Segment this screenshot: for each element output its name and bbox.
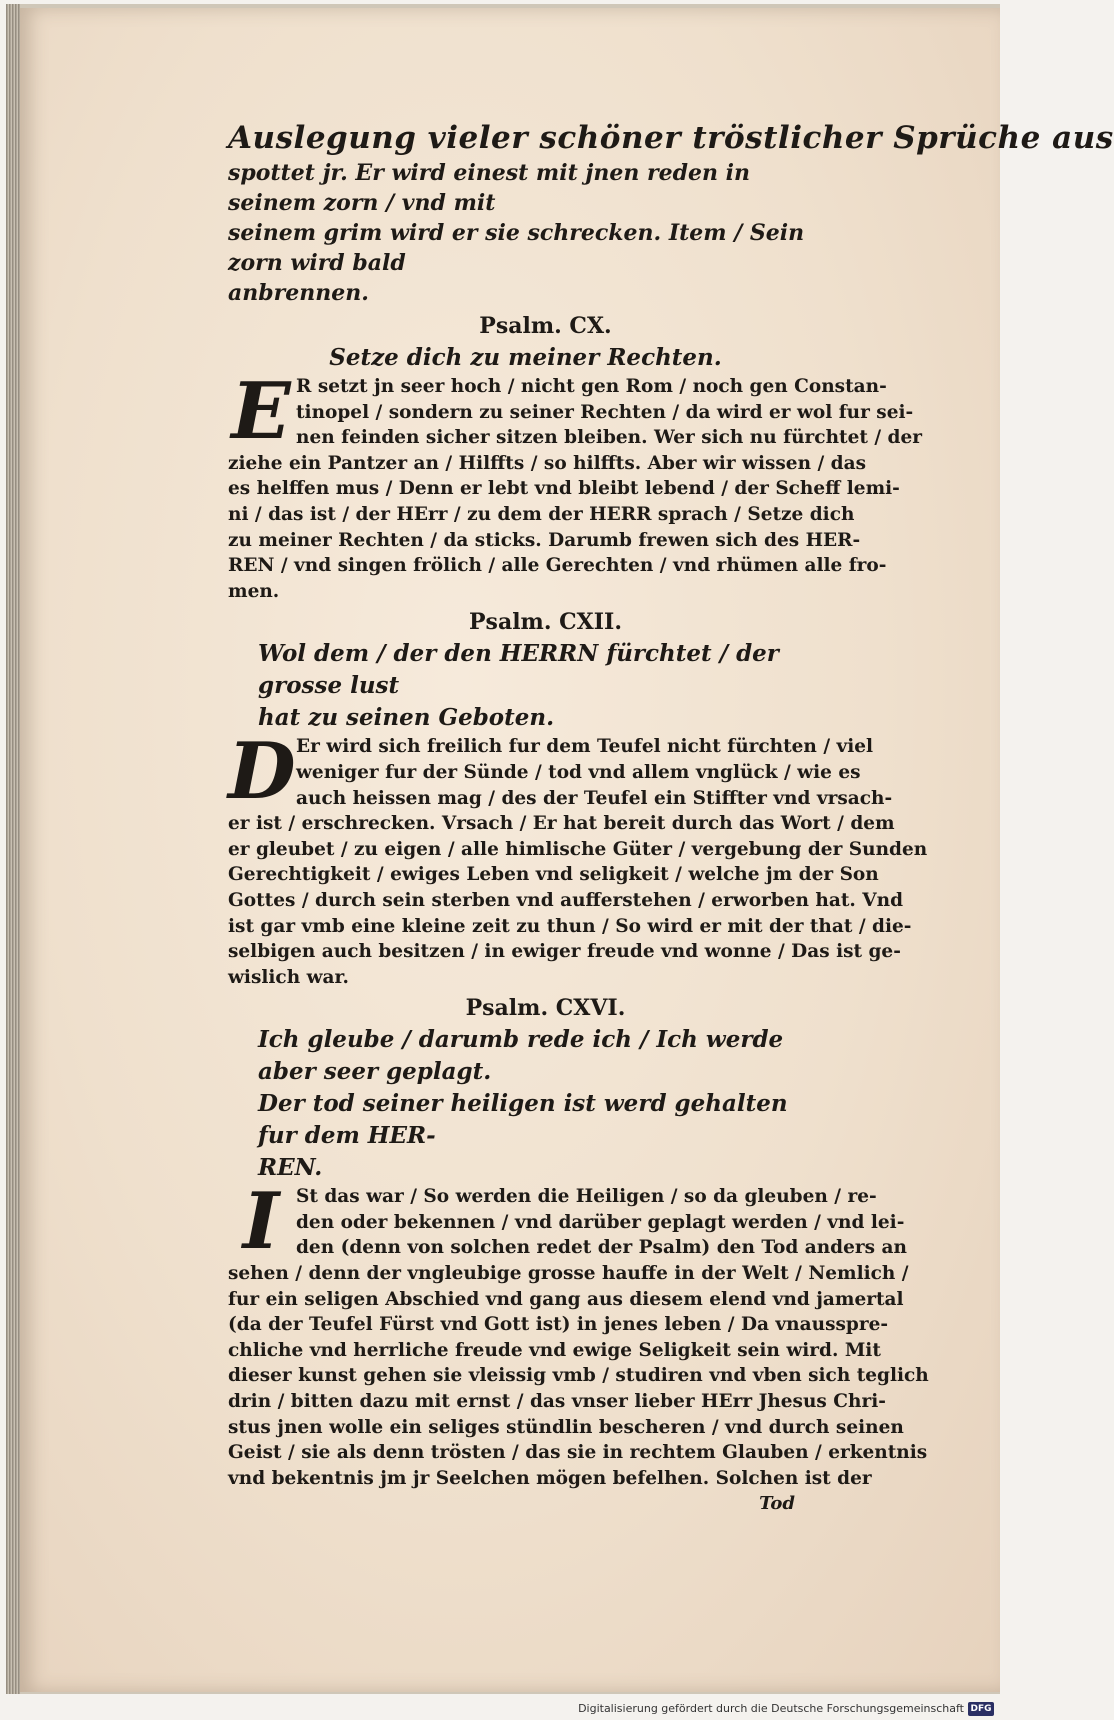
text-line: men. [228, 580, 280, 602]
text-line: er gleubet / zu eigen / alle himlische Güter / vergebung der Sunden [228, 838, 928, 860]
text-line: St das war / So werden die Heiligen / so da gleuben / re- [296, 1186, 877, 1208]
funding-credit: Digitalisierung gefördert durch die Deutsche Forschungsgemeinschaft [578, 1702, 964, 1715]
footer-bar [0, 1694, 1000, 1720]
psalm-section-cxvi [228, 992, 929, 1491]
psalm-verse: REN. [258, 1154, 323, 1182]
text-line: REN / vnd singen frölich / alle Gerechten / vnd rhümen alle fro- [228, 555, 887, 577]
text-line: Gottes / durch sein sterben vnd aufferstehen / erworben hat. Vnd [228, 889, 904, 911]
text-line: sehen / denn der vngleubige grosse hauffe in der Welt / Nemlich / [228, 1263, 909, 1285]
text-line: selbigen auch besitzen / in ewiger freude vnd wonne / Das ist ge- [228, 941, 901, 963]
page-text-block [228, 118, 1114, 1515]
text-line: ni / das ist / der HErr / zu dem der HERR sprach / Setze dich [228, 503, 855, 525]
drop-cap-initial: I [242, 1176, 280, 1268]
psalm-verse: Setze dich zu meiner Rechten. [329, 344, 722, 371]
text-line: vnd bekentnis jm jr Seelchen mögen befelhen. Solchen ist der [228, 1467, 872, 1489]
text-line: Geist / sie als denn trösten / das sie in rechtem Glauben / erkentnis [228, 1442, 928, 1464]
drop-cap-block [228, 1176, 907, 1268]
psalm-section-cx [228, 310, 922, 604]
text-line: es helffen mus / Denn er lebt vnd bleibt lebend / der Scheff lemi- [228, 478, 900, 500]
drop-cap-initial: E [231, 366, 291, 457]
drop-cap-initial: D [228, 726, 296, 818]
text-line: seinem grim wird er sie schrecken. Item / Sein zorn wird bald [228, 220, 805, 276]
commentary-paragraph [228, 1176, 929, 1491]
drop-cap-block [228, 366, 922, 457]
text-line: tinopel / sondern zu seiner Rechten / da wird er wol fur sei- [296, 401, 914, 423]
text-line: chliche vnd herrliche freude vnd ewige Seligkeit sein wird. Mit [228, 1339, 881, 1361]
text-line: Gerechtigkeit / ewiges Leben vnd seligkeit / welche jm der Son [228, 864, 879, 886]
text-line: nen feinden sicher sitzen bleiben. Wer sich nu fürchtet / der [296, 427, 922, 449]
text-line: (da der Teufel Fürst vnd Gott ist) in jenes leben / Da vnausspre- [228, 1314, 889, 1336]
text-line: R setzt jn seer hoch / nicht gen Rom / noch gen Constan- [296, 376, 887, 397]
dfg-logo-icon: DFG [968, 1702, 994, 1716]
drop-cap-block [228, 726, 893, 818]
psalm-verse: hat zu seinen Geboten. [258, 704, 555, 732]
catchword: Tod [759, 1493, 795, 1515]
page-stack-edge [6, 4, 20, 1694]
psalm-title: Psalm. CXII. [469, 609, 622, 636]
text-line: spottet jr. Er wird einest mit jnen reden in seinem zorn / vnd mit [228, 160, 750, 216]
running-heading: Auslegung vieler schöner tröstlicher Sprüche aus [228, 120, 1114, 156]
text-line: dieser kunst gehen sie vleissig vmb / studiren vnd vben sich teglich [228, 1365, 929, 1387]
text-line: Er wird sich freilich fur dem Teufel nicht fürchten / viel [296, 736, 874, 758]
psalm-title: Psalm. CXVI. [465, 995, 626, 1022]
text-line: auch heissen mag / des der Teufel ein Stiffter vnd vrsach- [296, 787, 893, 809]
text-line: ist gar vmb eine kleine zeit zu thun / So wird er mit der that / die- [228, 915, 912, 937]
text-line: weniger fur der Sünde / tod vnd allem vnglück / wie es [296, 761, 861, 783]
text-line: wislich war. [228, 966, 349, 988]
text-line: stus jnen wolle ein seliges stündlin bescheren / vnd durch seinen [228, 1416, 904, 1438]
commentary-paragraph [228, 366, 922, 604]
text-line: den oder bekennen / vnd darüber geplagt werden / vnd lei- [296, 1211, 905, 1233]
text-line: drin / bitten dazu mit ernst / das vnser lieber HErr Jhesus Chri- [228, 1391, 886, 1413]
text-line: er ist / erschrecken. Vrsach / Er hat bereit durch das Wort / dem [228, 813, 895, 835]
psalm-section-cxii [228, 606, 928, 990]
text-line: zu meiner Rechten / da sticks. Darumb frewen sich des HER- [228, 529, 861, 551]
text-line: ziehe ein Pantzer an / Hilffts / so hilffts. Aber wir wissen / das [228, 452, 867, 474]
text-line: anbrennen. [228, 280, 369, 306]
intro-paragraph [228, 158, 823, 308]
psalm-verse: Ich gleube / darumb rede ich / Ich werde aber seer geplagt. [258, 1026, 784, 1086]
psalm-title: Psalm. CX. [479, 313, 612, 339]
text-line: den (denn von solchen redet der Psalm) den Tod anders an [296, 1237, 907, 1259]
psalm-verse: Wol dem / der den HERRN fürchtet / der grosse lust [258, 640, 779, 700]
text-line: fur ein seligen Abschied vnd gang aus diesem elend vnd jamertal [228, 1288, 904, 1310]
commentary-paragraph [228, 726, 928, 990]
psalm-verse: Der tod seiner heiligen ist werd gehalten fur dem HER- [258, 1090, 788, 1150]
